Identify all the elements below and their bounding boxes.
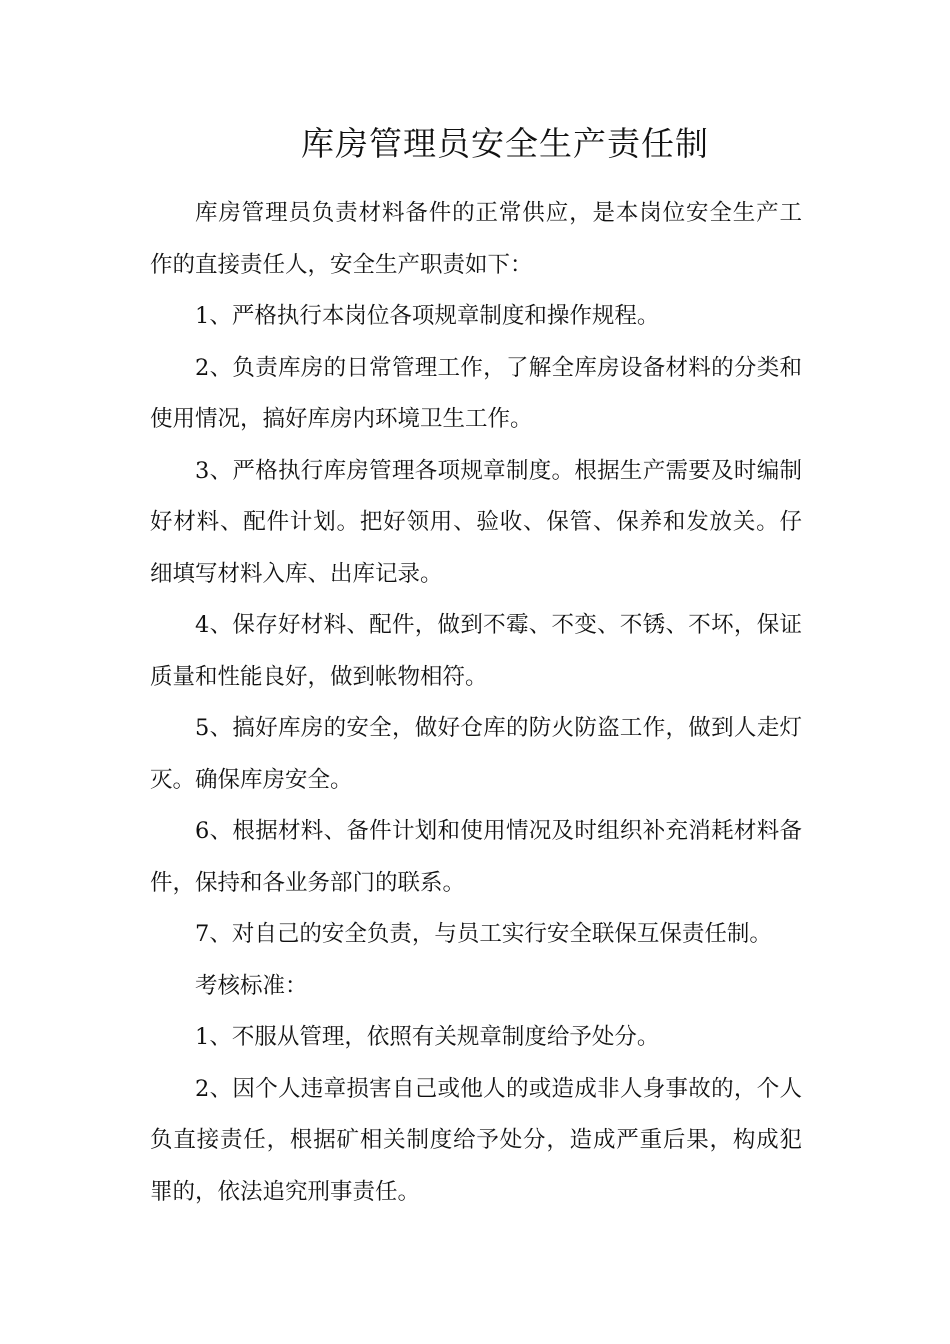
intro-paragraph: 库房管理员负责材料备件的正常供应，是本岗位安全生产工作的直接责任人，安全生产职责如下： <box>150 200 802 278</box>
duty-item-3: 3、严格执行库房管理各项规章制度。根据生产需要及时编制好材料、配件计划。把好领用、验收、保管、保养和发放关。仔细填写材料入库、出库记录。 <box>150 457 802 587</box>
duty-item-2: 2、负责库房的日常管理工作，了解全库房设备材料的分类和使用情况，搞好库房内环境卫生工作。 <box>150 354 802 432</box>
assessment-heading: 考核标准： <box>195 972 308 999</box>
document-title: 库房管理员安全生产责任制 <box>301 124 709 163</box>
duty-item-1: 1、严格执行本岗位各项规章制度和操作规程。 <box>195 303 660 329</box>
assessment-item-1: 1、不服从管理，依照有关规章制度给予处分。 <box>195 1024 660 1050</box>
document-body <box>150 188 802 1218</box>
duty-item-6: 6、根据材料、备件计划和使用情况及时组织补充消耗材料备件，保持和各业务部门的联系。 <box>150 818 802 896</box>
assessment-item-2: 2、因个人违章损害自己或他人的或造成非人身事故的，个人负直接责任，根据矿相关制度给予处分，造成严重后果，构成犯罪的，依法追究刑事责任。 <box>150 1075 802 1205</box>
duty-item-5: 5、搞好库房的安全，做好仓库的防火防盗工作，做到人走灯灭。确保库房安全。 <box>150 715 802 793</box>
duty-item-7: 7、对自己的安全负责，与员工实行安全联保互保责任制。 <box>195 921 772 947</box>
duty-item-4: 4、保存好材料、配件，做到不霉、不变、不锈、不坏，保证质量和性能良好，做到帐物相符。 <box>150 612 802 690</box>
